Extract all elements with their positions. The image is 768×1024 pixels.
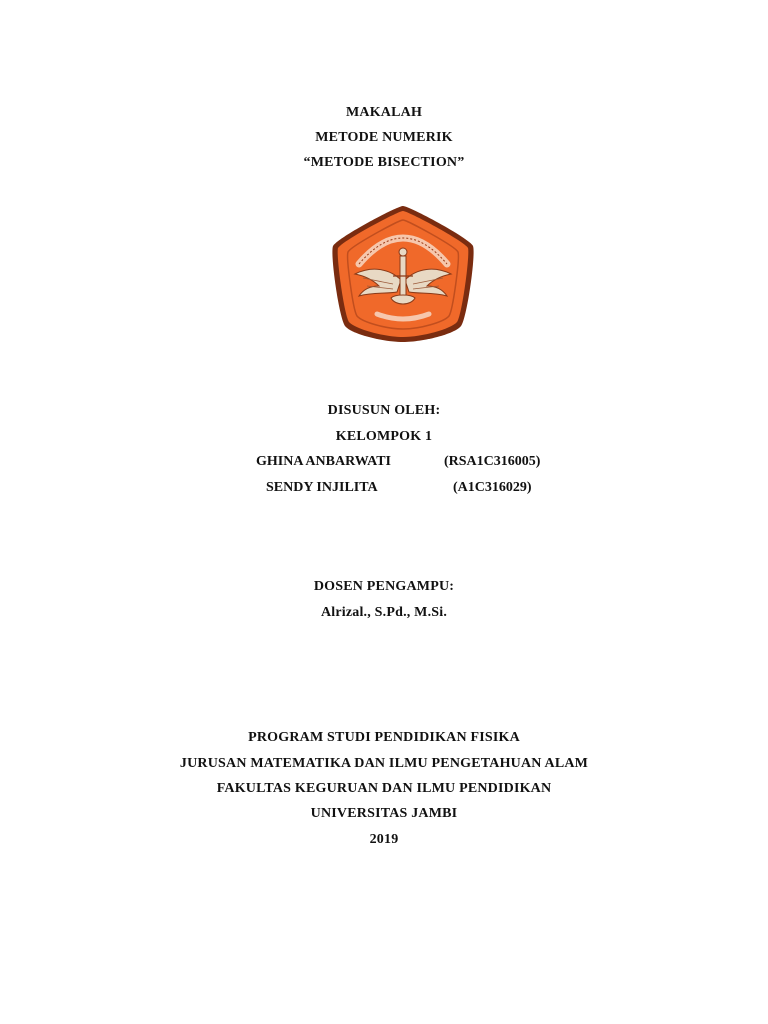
title-topic: “METODE BISECTION”	[303, 155, 465, 170]
university-logo	[329, 202, 477, 346]
member-id: (RSA1C316005)	[444, 454, 541, 469]
department: JURUSAN MATEMATIKA DAN ILMU PENGETAHUAN ALAM	[179, 756, 589, 771]
group-label: KELOMPOK 1	[335, 429, 433, 444]
member-name: GHINA ANBARWATI	[256, 454, 391, 469]
member-id: (A1C316029)	[453, 480, 532, 495]
university-name: UNIVERSITAS JAMBI	[310, 806, 458, 821]
faculty: FAKULTAS KEGURUAN DAN ILMU PENDIDIKAN	[216, 781, 552, 796]
lecturer-heading: DOSEN PENGAMPU:	[313, 579, 455, 594]
year: 2019	[369, 832, 399, 847]
lecturer-name: Alrizal., S.Pd., M.Si.	[320, 605, 448, 620]
study-program: PROGRAM STUDI PENDIDIKAN FISIKA	[248, 730, 520, 745]
title-course: METODE NUMERIK	[315, 130, 453, 145]
authors-heading: DISUSUN OLEH:	[327, 403, 441, 418]
member-name: SENDY INJILITA	[266, 480, 378, 495]
title-makalah: MAKALAH	[345, 105, 423, 120]
university-seal-icon	[329, 202, 477, 346]
